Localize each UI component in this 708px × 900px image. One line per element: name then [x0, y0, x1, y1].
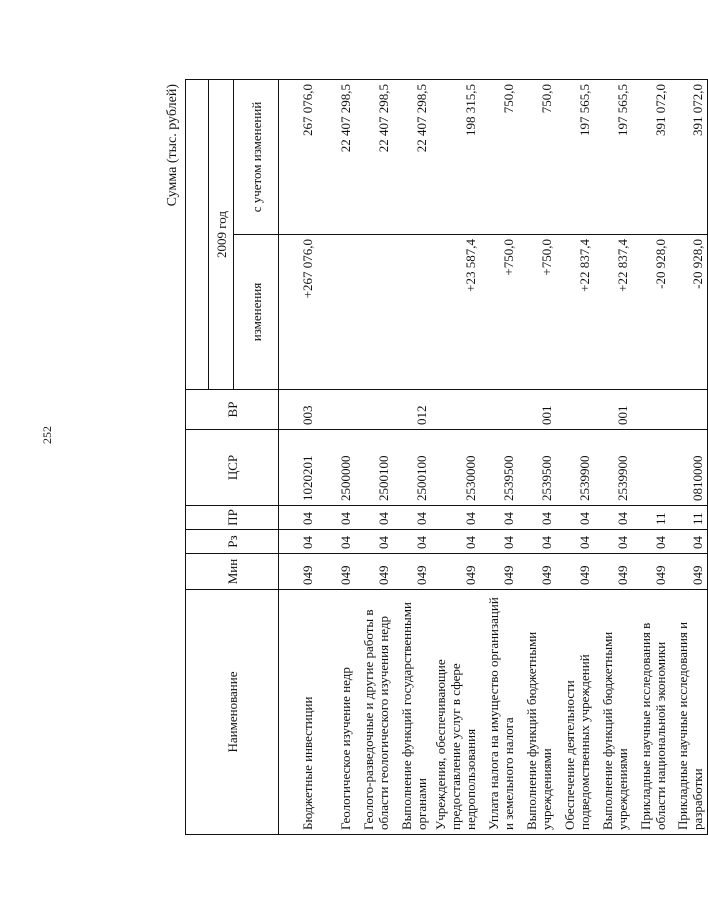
row-vr: 001 — [518, 390, 556, 430]
row-name: Обеспечение деятельности подведомственных учреждений — [556, 590, 594, 835]
row-rz: 04 — [393, 530, 431, 554]
row-vr — [317, 390, 355, 430]
row-total: 22 407 298,5 — [317, 80, 355, 235]
row-pr: 04 — [393, 506, 431, 530]
row-change — [393, 235, 431, 390]
row-name: Выполнение функций бюджетными учреждениями — [518, 590, 556, 835]
row-pr: 04 — [355, 506, 393, 530]
table-row — [670, 80, 708, 835]
table-row — [556, 80, 594, 835]
header-min: Мин — [186, 554, 279, 590]
row-min: 049 — [317, 554, 355, 590]
row-pr: 04 — [518, 506, 556, 530]
table-row — [355, 80, 393, 835]
row-change: +22 837,4 — [594, 235, 632, 390]
row-rz: 04 — [279, 530, 317, 554]
row-vr: 003 — [279, 390, 317, 430]
row-total: 750,0 — [480, 80, 518, 235]
page-number: 252 — [40, 426, 54, 444]
row-vr — [670, 390, 708, 430]
row-rz: 04 — [556, 530, 594, 554]
row-min: 049 — [393, 554, 431, 590]
row-csr: 1020201 — [279, 430, 317, 506]
rotated-document — [165, 80, 705, 835]
row-pr: 04 — [480, 506, 518, 530]
row-csr: 2539900 — [556, 430, 594, 506]
row-change — [355, 235, 393, 390]
row-pr: 04 — [279, 506, 317, 530]
row-total: 197 565,5 — [594, 80, 632, 235]
row-min: 049 — [279, 554, 317, 590]
header-change: изменения — [234, 235, 279, 390]
row-change: -20 928,0 — [632, 235, 670, 390]
header-name: Наименование — [186, 590, 279, 835]
row-vr — [355, 390, 393, 430]
header-rz: Рз — [186, 530, 279, 554]
header-total: с учетом изменений — [234, 80, 279, 235]
row-change: +23 587,4 — [431, 235, 480, 390]
row-total: 267 076,0 — [279, 80, 317, 235]
row-csr: 2500100 — [355, 430, 393, 506]
header-csr: ЦСР — [186, 430, 279, 506]
table-row — [393, 80, 431, 835]
row-change: +22 837,4 — [556, 235, 594, 390]
row-min: 049 — [480, 554, 518, 590]
row-pr: 11 — [670, 506, 708, 530]
row-name: Учреждения, обеспечивающие предоставление услуг в сфере недропользования — [431, 590, 480, 835]
table-row — [480, 80, 518, 835]
row-rz: 04 — [355, 530, 393, 554]
row-csr: 2500000 — [317, 430, 355, 506]
row-rz: 04 — [670, 530, 708, 554]
row-vr — [431, 390, 480, 430]
row-name: Геолого-разведочные и другие работы в области геологического изучения недр — [355, 590, 393, 835]
row-csr: 2500100 — [393, 430, 431, 506]
table-row — [594, 80, 632, 835]
row-vr: 012 — [393, 390, 431, 430]
row-total: 22 407 298,5 — [393, 80, 431, 235]
row-change: -20 928,0 — [670, 235, 708, 390]
table-row — [518, 80, 556, 835]
table-row — [632, 80, 670, 835]
table-body — [279, 80, 708, 835]
row-change: +267 076,0 — [279, 235, 317, 390]
row-rz: 04 — [594, 530, 632, 554]
row-csr: 0810000 — [670, 430, 708, 506]
row-vr — [480, 390, 518, 430]
row-total: 198 315,5 — [431, 80, 480, 235]
row-min: 049 — [594, 554, 632, 590]
row-total: 391 072,0 — [670, 80, 708, 235]
row-rz: 04 — [431, 530, 480, 554]
budget-table — [185, 79, 708, 835]
row-min: 049 — [670, 554, 708, 590]
row-total: 391 072,0 — [632, 80, 670, 235]
table-row — [431, 80, 480, 835]
row-rz: 04 — [518, 530, 556, 554]
row-pr: 04 — [317, 506, 355, 530]
header-year: 2009 год — [209, 80, 234, 390]
header-amount-group — [186, 80, 209, 390]
row-csr: 2530000 — [431, 430, 480, 506]
row-name: Выполнение функций бюджетными учреждениями — [594, 590, 632, 835]
row-vr — [556, 390, 594, 430]
header-vr: ВР — [186, 390, 279, 430]
row-vr — [632, 390, 670, 430]
row-csr — [632, 430, 670, 506]
row-name: Прикладные научные исследования и разработки — [670, 590, 708, 835]
row-csr: 2539500 — [480, 430, 518, 506]
table-row — [317, 80, 355, 835]
row-total: 750,0 — [518, 80, 556, 235]
row-min: 049 — [355, 554, 393, 590]
row-name: Уплата налога на имущество организаций и земельного налога — [480, 590, 518, 835]
table-row — [279, 80, 317, 835]
row-change: +750,0 — [518, 235, 556, 390]
row-name: Бюджетные инвестиции — [279, 590, 317, 835]
row-pr: 11 — [632, 506, 670, 530]
header-pr: ПР — [186, 506, 279, 530]
row-csr: 2539900 — [594, 430, 632, 506]
row-rz: 04 — [632, 530, 670, 554]
row-total: 197 565,5 — [556, 80, 594, 235]
row-rz: 04 — [480, 530, 518, 554]
row-min: 049 — [556, 554, 594, 590]
row-min: 049 — [632, 554, 670, 590]
row-pr: 04 — [594, 506, 632, 530]
row-pr: 04 — [556, 506, 594, 530]
amount-unit-caption: Сумма (тыс. рублей) — [165, 84, 180, 207]
row-name: Выполнение функций государственными органами — [393, 590, 431, 835]
row-rz: 04 — [317, 530, 355, 554]
row-csr: 2539500 — [518, 430, 556, 506]
row-change: +750,0 — [480, 235, 518, 390]
row-name: Геологическое изучение недр — [317, 590, 355, 835]
row-vr: 001 — [594, 390, 632, 430]
row-name: Прикладные научные исследования в области национальной экономики — [632, 590, 670, 835]
row-min: 049 — [518, 554, 556, 590]
row-pr: 04 — [431, 506, 480, 530]
row-min: 049 — [431, 554, 480, 590]
row-change — [317, 235, 355, 390]
row-total: 22 407 298,5 — [355, 80, 393, 235]
